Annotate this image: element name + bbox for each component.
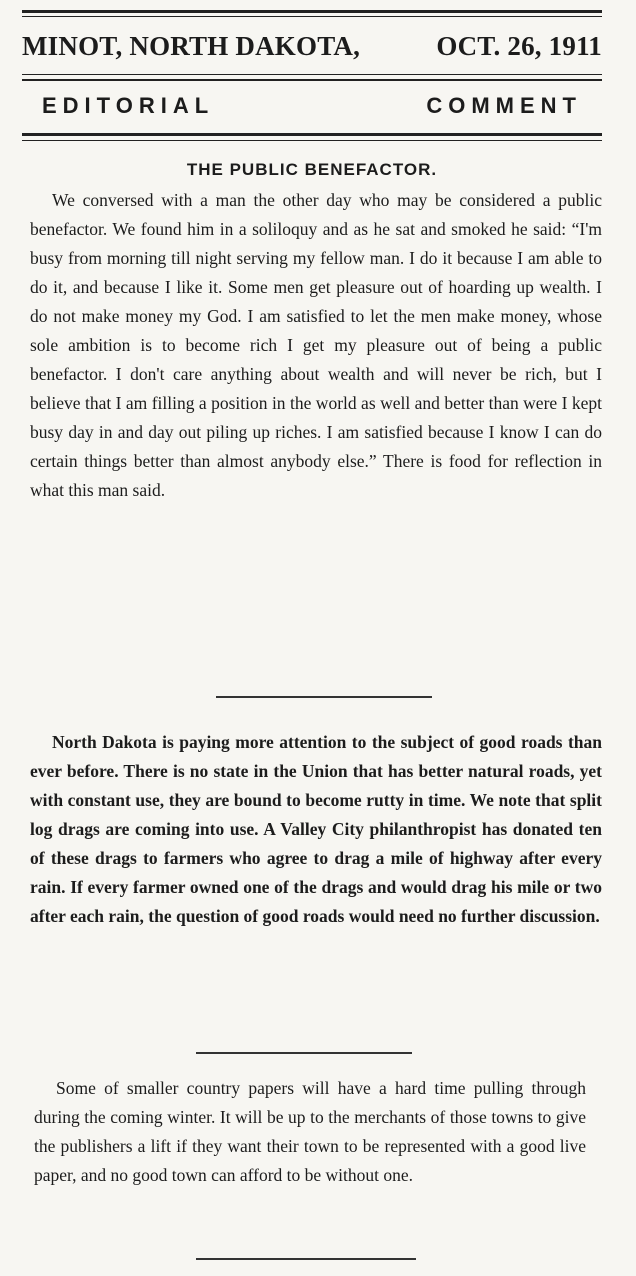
paragraph-text: Some of smaller country papers will have a hard time pulling through during the coming winter. It will be up to the merchants of those towns to give the publishers a lift if they want their town to be represented with a good live paper, and no good town can afford to be without one.: [34, 1078, 586, 1185]
masthead-date: OCT. 26, 1911: [436, 30, 602, 61]
masthead-place: MINOT, NORTH DAKOTA,: [22, 30, 361, 61]
article-headline: THE PUBLIC BENEFACTOR.: [186, 160, 438, 179]
paragraph-text: North Dakota is paying more attention to the subject of good roads than ever before. There is no state in the Union that has better natural roads, yet with constant use, they are bound to become rutty in time. We note that split log drags are coming into use. A Valley City philanthropist has donated ten of these drags to farmers who agree to drag a mile of highway after every rain. If every farmer owned one of the drags and would drag his mile or two after each rain, the question of good roads would need no further discussion.: [30, 732, 602, 926]
section-rule-thick: [22, 133, 602, 136]
separator-rule: [216, 696, 432, 698]
section-heading: [22, 86, 602, 126]
section-heading-right: COMMENT: [426, 93, 582, 118]
masthead-rule-thick: [22, 79, 602, 81]
paragraph-text: We conversed with a man the other day who may be considered a public benefactor. We found him in a soliloquy and as he sat and smoked he said: “I'm busy from morning till night serving my fellow man. I do it because I am able to do it, and because I like it. Some men get pleasure out of hoarding up wealth. I do not make money my God. I am satisfied to let the men make money, whose sole ambition is to become rich I get my pleasure out of being a public benefactor. I don't care anything about wealth and will never be rich, but I believe that I am filling a position in the world as well and better than were I kept busy day in and day out piling up riches. I am satisfied because I know I can do certain things better than almost anybody else.” There is food for reflection in what this man said.: [30, 190, 602, 500]
top-rule-thin: [22, 16, 602, 17]
top-rule-thick: [22, 10, 602, 13]
article-body-country-papers: [34, 1074, 586, 1190]
masthead-rule-thin: [22, 74, 602, 75]
article-body-benefactor: [30, 186, 602, 505]
section-heading-left: EDITORIAL: [42, 93, 215, 118]
section-rule-thin: [22, 140, 602, 141]
masthead: [22, 22, 602, 70]
separator-rule: [196, 1052, 412, 1054]
separator-rule: [196, 1258, 416, 1260]
article-body-good-roads: [30, 728, 602, 931]
